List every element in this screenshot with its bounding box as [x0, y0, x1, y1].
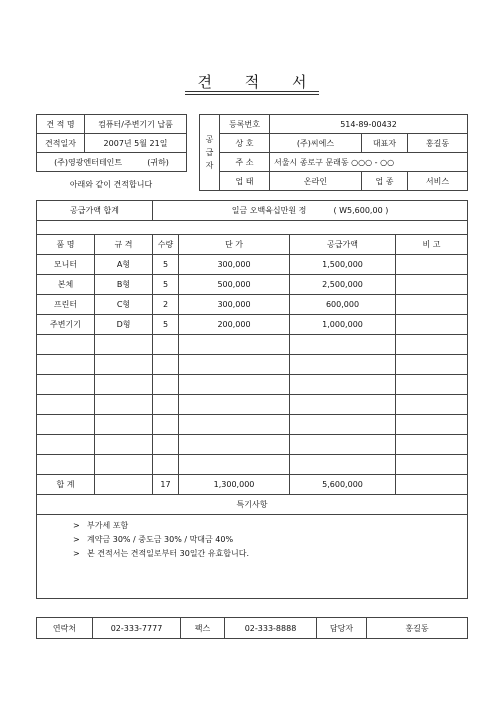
item-name: 프린터 — [37, 295, 95, 315]
sum-remarks — [396, 475, 468, 495]
item-remarks — [396, 455, 468, 475]
fax-value: 02-333-8888 — [225, 618, 317, 639]
item-supply-amount — [290, 375, 396, 395]
representative-label: 대표자 — [362, 134, 408, 153]
remark-line — [73, 519, 467, 533]
item-supply-amount — [290, 335, 396, 355]
item-remarks — [396, 275, 468, 295]
estimate-name-value: 컴퓨터/주변기기 납품 — [85, 115, 187, 134]
item-qty: 5 — [153, 255, 179, 275]
sum-unit-price: 1,300,000 — [179, 475, 290, 495]
remark-text: 본 견적서는 견적일로부터 30일간 유효합니다. — [87, 549, 249, 558]
item-supply-amount: 2,500,000 — [290, 275, 396, 295]
table-row — [37, 375, 468, 395]
estimate-items-table — [36, 200, 468, 599]
remarks-title: 특기사항 — [37, 495, 468, 515]
item-name — [37, 435, 95, 455]
business-type-label: 업 태 — [220, 172, 270, 191]
item-unit-price — [179, 355, 290, 375]
page-title: 견 적 서 — [197, 73, 321, 91]
item-qty: 2 — [153, 295, 179, 315]
item-name: 모니터 — [37, 255, 95, 275]
total-korean-amount: 일금 오백육십만원 정 — [231, 206, 307, 215]
sum-qty: 17 — [153, 475, 179, 495]
header-spec: 규 격 — [95, 235, 153, 255]
item-qty — [153, 335, 179, 355]
item-unit-price — [179, 435, 290, 455]
registration-number-label: 등록번호 — [220, 115, 270, 134]
table-row — [37, 435, 468, 455]
item-name — [37, 455, 95, 475]
item-remarks — [396, 435, 468, 455]
item-name — [37, 355, 95, 375]
item-unit-price — [179, 415, 290, 435]
remark-line — [73, 547, 467, 561]
remark-line — [73, 533, 467, 547]
manager-value: 홍길동 — [367, 618, 468, 639]
item-supply-amount: 1,000,000 — [290, 315, 396, 335]
manager-label: 담당자 — [317, 618, 367, 639]
sum-spec — [95, 475, 153, 495]
item-remarks — [396, 395, 468, 415]
item-supply-amount — [290, 415, 396, 435]
item-unit-price — [179, 375, 290, 395]
supplier-side-label: 공 급 자 — [200, 115, 220, 191]
table-row — [37, 395, 468, 415]
business-item-value: 서비스 — [408, 172, 468, 191]
item-spec — [95, 435, 153, 455]
item-remarks — [396, 375, 468, 395]
item-name — [37, 395, 95, 415]
sum-supply-amount: 5,600,000 — [290, 475, 396, 495]
address-label: 주 소 — [220, 153, 270, 172]
item-spec — [95, 355, 153, 375]
item-name — [37, 375, 95, 395]
item-spec: A형 — [95, 255, 153, 275]
representative-value: 홍길동 — [408, 134, 468, 153]
item-qty — [153, 435, 179, 455]
item-spec: D형 — [95, 315, 153, 335]
remark-marker: > — [73, 549, 80, 558]
phone-label: 연락처 — [37, 618, 93, 639]
item-supply-amount: 600,000 — [290, 295, 396, 315]
table-row — [37, 255, 468, 275]
table-row — [37, 455, 468, 475]
item-remarks — [396, 315, 468, 335]
item-qty — [153, 395, 179, 415]
item-unit-price: 300,000 — [179, 295, 290, 315]
remarks-body — [37, 515, 468, 599]
item-unit-price: 300,000 — [179, 255, 290, 275]
total-numeric-amount: ( W5,600,00 ) — [333, 206, 389, 215]
item-name — [37, 335, 95, 355]
item-unit-price — [179, 455, 290, 475]
phone-value: 02-333-7777 — [93, 618, 181, 639]
remark-text: 부가세 포함 — [87, 521, 129, 530]
fax-label: 팩스 — [181, 618, 225, 639]
item-supply-amount — [290, 435, 396, 455]
item-spec — [95, 335, 153, 355]
table-row — [37, 355, 468, 375]
estimate-caption: 아래와 같이 견적합니다 — [69, 180, 153, 189]
item-spec — [95, 455, 153, 475]
table-row — [37, 275, 468, 295]
estimate-name-label: 견 적 명 — [37, 115, 85, 134]
total-supply-value — [153, 201, 468, 221]
item-supply-amount — [290, 355, 396, 375]
supplier-table — [199, 114, 468, 191]
table-row — [37, 295, 468, 315]
sum-label: 합 계 — [37, 475, 95, 495]
item-name — [37, 415, 95, 435]
company-name-value: (주)씨에스 — [270, 134, 362, 153]
recipient-cell — [37, 153, 187, 172]
header-item: 품 명 — [37, 235, 95, 255]
estimate-date-label: 견적일자 — [37, 134, 85, 153]
remark-text: 계약금 30% / 중도금 30% / 막대금 40% — [87, 535, 234, 544]
item-remarks — [396, 255, 468, 275]
item-qty: 5 — [153, 315, 179, 335]
item-unit-price: 200,000 — [179, 315, 290, 335]
item-name: 주변기기 — [37, 315, 95, 335]
item-qty — [153, 375, 179, 395]
business-type-value: 온라인 — [270, 172, 362, 191]
item-unit-price — [179, 335, 290, 355]
item-spec: B형 — [95, 275, 153, 295]
item-supply-amount: 1,500,000 — [290, 255, 396, 275]
item-qty — [153, 355, 179, 375]
item-remarks — [396, 415, 468, 435]
business-item-label: 업 종 — [362, 172, 408, 191]
table-row — [37, 415, 468, 435]
estimate-info-table — [36, 114, 187, 172]
item-supply-amount — [290, 455, 396, 475]
item-name: 본체 — [37, 275, 95, 295]
remark-marker: > — [73, 535, 80, 544]
recipient-honorific: (귀하) — [147, 157, 169, 167]
header-qty: 수량 — [153, 235, 179, 255]
item-spec — [95, 375, 153, 395]
header-supply-amount: 공급가액 — [290, 235, 396, 255]
table-row — [37, 335, 468, 355]
header-remarks: 비 고 — [396, 235, 468, 255]
item-spec — [95, 395, 153, 415]
item-qty — [153, 455, 179, 475]
remark-marker: > — [73, 521, 80, 530]
item-rows — [37, 255, 468, 475]
item-spec — [95, 415, 153, 435]
item-remarks — [396, 355, 468, 375]
title-underline-bottom — [185, 94, 319, 95]
item-unit-price — [179, 395, 290, 415]
item-spec: C형 — [95, 295, 153, 315]
item-unit-price: 500,000 — [179, 275, 290, 295]
contact-table — [36, 617, 468, 639]
item-qty: 5 — [153, 275, 179, 295]
address-value: 서울시 종로구 문래동 ○○○ - ○○ — [270, 153, 468, 172]
table-row — [37, 315, 468, 335]
estimate-date-value: 2007년 5월 21일 — [85, 134, 187, 153]
item-remarks — [396, 295, 468, 315]
item-remarks — [396, 335, 468, 355]
recipient-name: (주)영광엔터테인트 — [54, 157, 123, 167]
spacer-row — [37, 221, 468, 235]
title-underline-top — [185, 91, 319, 92]
total-supply-label: 공급가액 합계 — [37, 201, 153, 221]
registration-number-value: 514-89-00432 — [270, 115, 468, 134]
item-qty — [153, 415, 179, 435]
item-supply-amount — [290, 395, 396, 415]
header-unit-price: 단 가 — [179, 235, 290, 255]
company-name-label: 상 호 — [220, 134, 270, 153]
